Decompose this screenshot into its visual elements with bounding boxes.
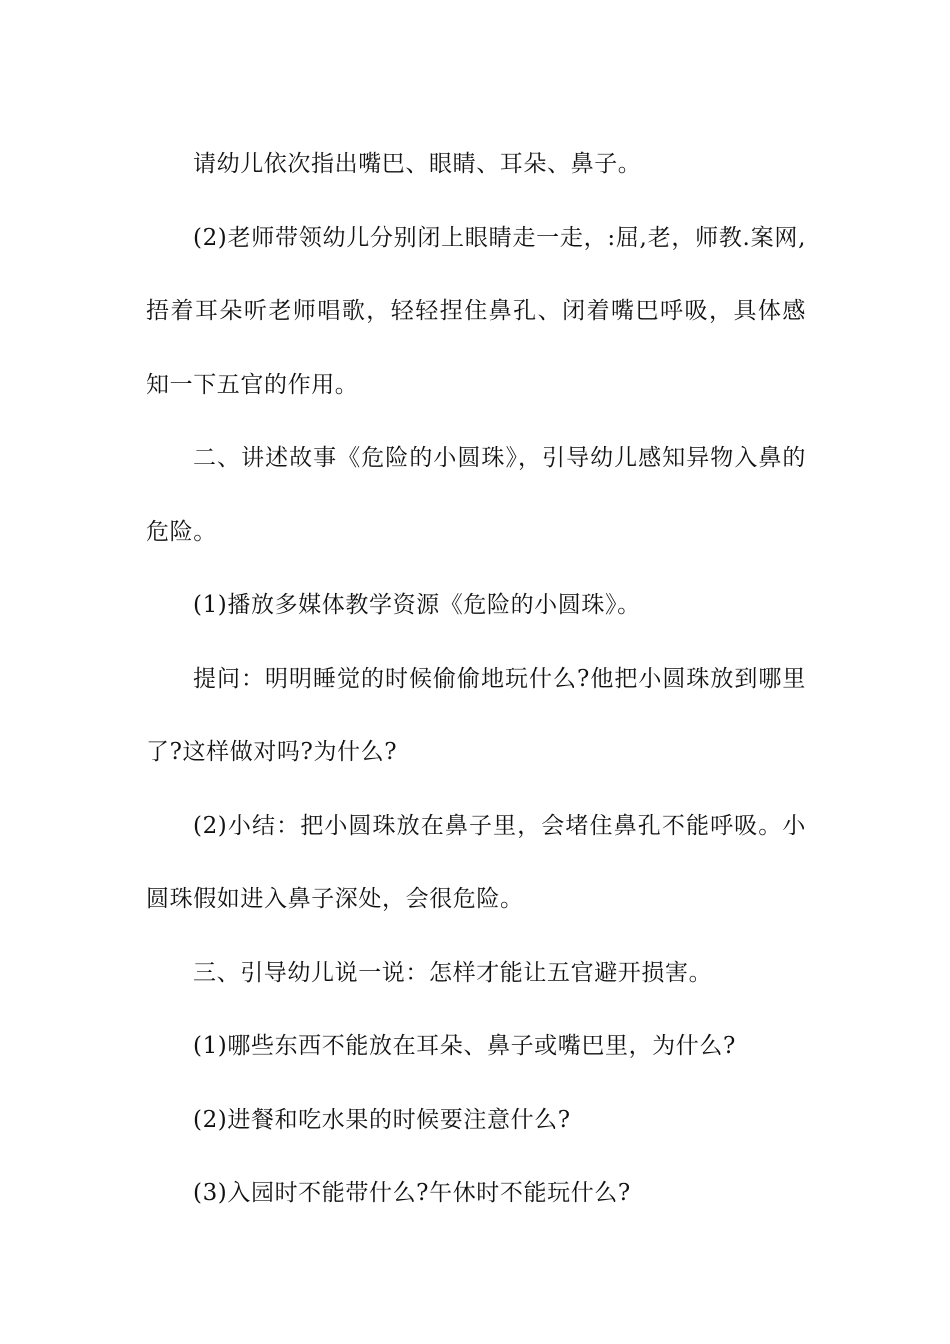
paragraph-questions: 提问：明明睡觉的时候偷偷地玩什么?他把小圆珠放到哪里了?这样做对吗?为什么?	[146, 665, 806, 765]
paragraph-section-three-heading: 三、引导幼儿说一说：怎样才能让五官避开损害。	[193, 959, 713, 986]
paragraph-point-features: 请幼儿依次指出嘴巴、眼睛、耳朵、鼻子。	[193, 151, 642, 177]
paragraph-play-resource: (1)播放多媒体教学资源《危险的小圆珠》。	[193, 592, 641, 618]
paragraph-question-1: (1)哪些东西不能放在耳朵、鼻子或嘴巴里，为什么?	[193, 1033, 736, 1059]
paragraph-question-2: (2)进餐和吃水果的时候要注意什么?	[193, 1106, 571, 1133]
document-body	[146, 128, 806, 1231]
paragraph-step-2-experience: (2)老师带领幼儿分别闭上眼睛走一走，:屈,老，师教.案网,捂着耳朵听老师唱歌，轻轻捏住鼻孔、闭着嘴巴呼吸，具体感知一下五官的作用。	[146, 224, 806, 398]
paragraph-section-two-heading: 二、讲述故事《危险的小圆珠》，引导幼儿感知异物入鼻的危险。	[146, 445, 806, 545]
paragraph-question-3: (3)入园时不能带什么?午休时不能玩什么?	[193, 1180, 631, 1206]
paragraph-summary: (2)小结：把小圆珠放在鼻子里，会堵住鼻孔不能呼吸。小圆珠假如进入鼻子深处，会很危险。	[146, 812, 806, 912]
